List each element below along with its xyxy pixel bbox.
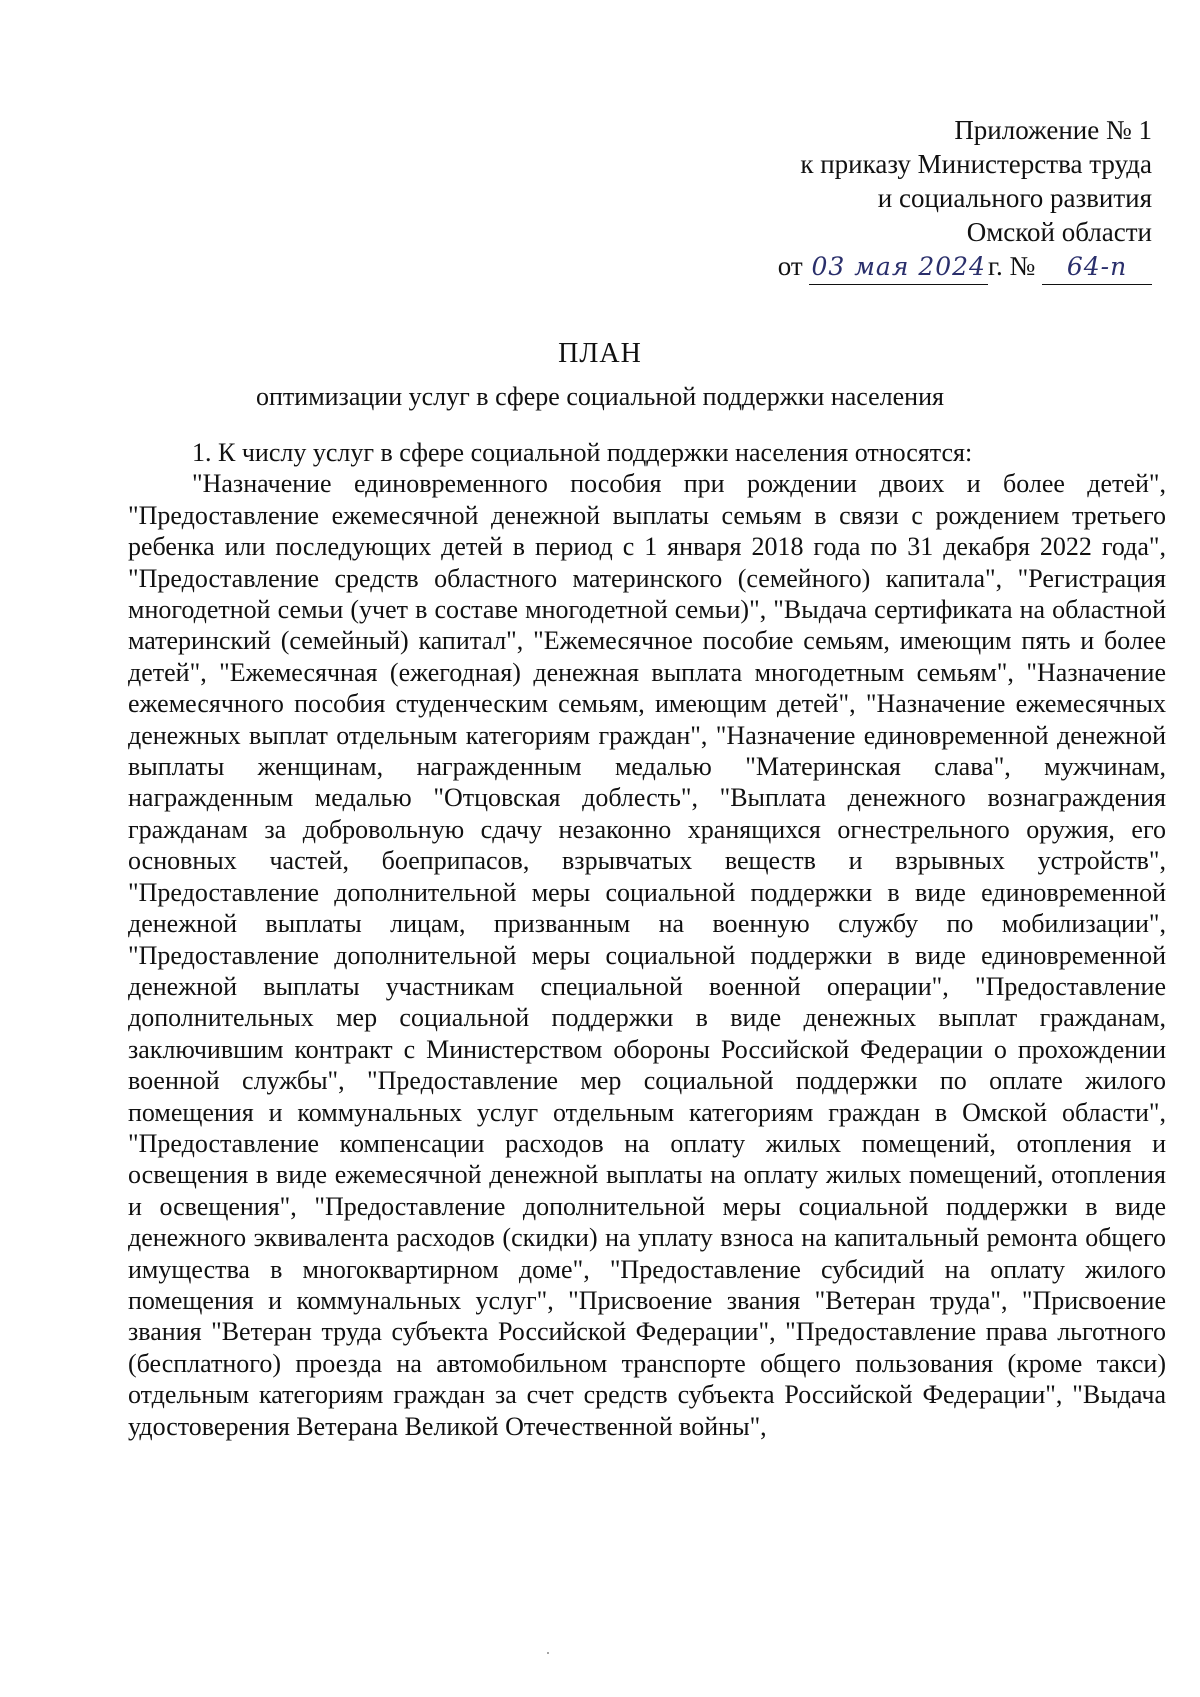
appendix-order-ref: к приказу Министерства труда [800, 149, 1152, 179]
appendix-header [632, 113, 1152, 285]
handwritten-date: 03 мая 2024 [809, 250, 988, 285]
appendix-region: Омской области [966, 217, 1152, 247]
title-block [0, 336, 1200, 414]
paragraph-2: "Назначение единовременного пособия при рождении двоих и более детей", "Предоставление ежемесячной денежной выплаты семьям в связи с рождением третьего ребенка или последующих детей в период с 1 января 2018 года по 31 декабря 2022 года", "Предоставление средств областного материнского (семейного) капитала", "Регистрация многодетной семьи (учет в составе многодетной семьи)", "Выдача сертификата на областной материнский (семейный) капитал", "Ежемесячное пособие семьям, имеющим пять и более детей", "Ежемесячная (ежегодная) денежная выплата многодетным семьям", "Назначение ежемесячного пособия студенческим семьям, имеющим детей", "Назначение ежемесячных денежных выплат отдельным категориям граждан", "Назначение единовременной денежной выплаты женщинам, награжденным медалью "Материнская слава", мужчинам, награжденным медалью "Отцовская доблесть", "Выплата денежного вознаграждения гражданам за добровольную сдачу незаконно хранящихся огнестрельного оружия, его основных частей, боеприпасов, взрывчатых веществ и взрывных устройств", "Предоставление дополнительной меры социальной поддержки в виде единовременной денежной выплаты лицам, призванным на военную службу по мобилизации", "Предоставление дополнительной меры социальной поддержки в виде единовременной денежной выплаты участникам специальной военной операции", "Предоставление дополнительных мер социальной поддержки в виде денежных выплат гражданам, заключившим контракт с Министерством обороны Российской Федерации о прохождении военной службы", "Предоставление мер социальной поддержки по оплате жилого помещения и коммунальных услуг отдельным категориям граждан в Омской области", "Предоставление компенсации расходов на оплату жилых помещений, отопления и освещения в виде ежемесячной денежной выплаты на оплату жилых помещений, отопления и освещения", "Предоставление дополнительной меры социальной поддержки в виде денежного эквивалента расходов (скидки) на уплату взноса на капитальный ремонта общего имущества в многоквартирном доме", "Предоставление субсидий на оплату жилого помещения и коммунальных услуг", "Присвоение звания "Ветеран труда", "Присвоение звания "Ветеран труда субъекта Российской Федерации", "Предоставление права льготного (бесплатного) проезда на автомобильном транспорте общего пользования (кроме такси) отдельным категориям граждан за счет средств субъекта Российской Федерации", "Выдача удостоверения Ветерана Великой Отечественной войны", [128, 469, 1166, 1441]
appendix-number: Приложение № 1 [954, 115, 1152, 145]
handwritten-order-number: 64-п [1042, 250, 1152, 285]
date-prefix: от [777, 251, 803, 281]
scan-artifact [547, 1652, 549, 1654]
document-subtitle: оптимизации услуг в сфере социальной поддержки населения [256, 382, 944, 411]
paragraph-1: 1. К числу услуг в сфере социальной поддержки населения относятся: [192, 438, 973, 467]
document-body [128, 437, 1166, 1442]
appendix-date-line [632, 249, 1152, 285]
year-number-label: г. № [987, 251, 1036, 281]
document-title: ПЛАН [558, 338, 642, 369]
appendix-ministry: и социального развития [877, 183, 1152, 213]
